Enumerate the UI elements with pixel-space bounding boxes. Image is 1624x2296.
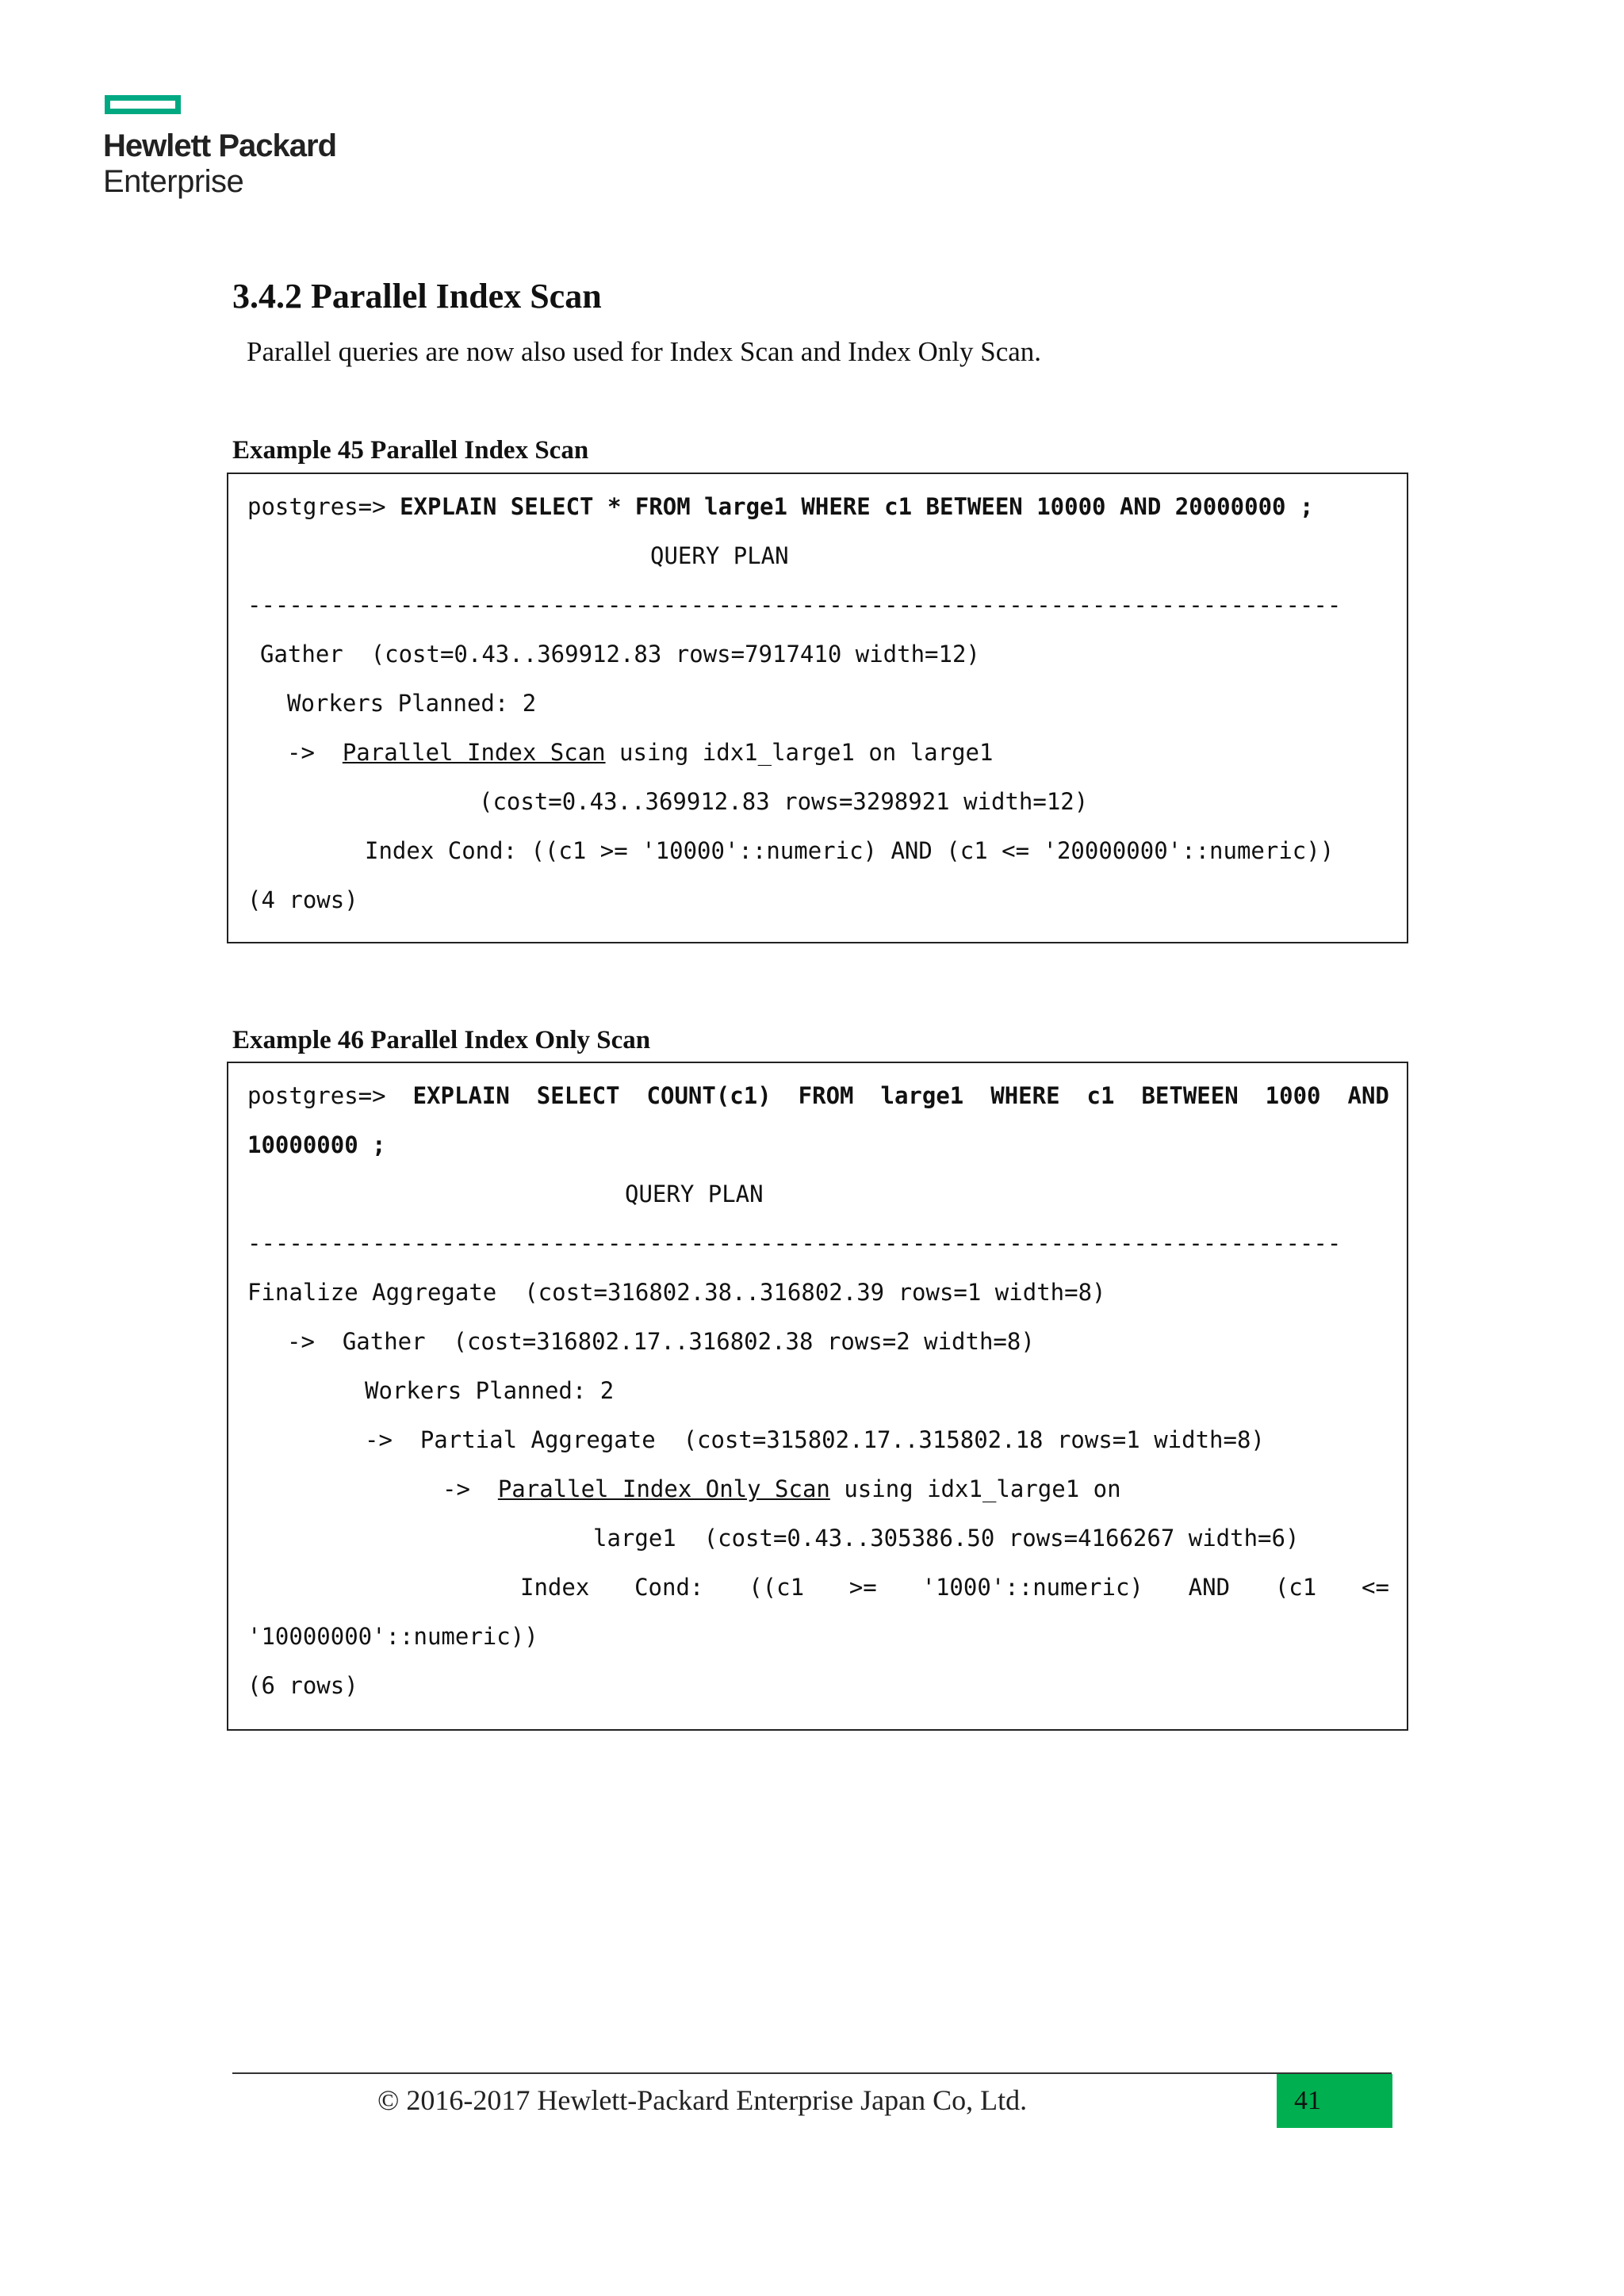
- ex46-prompt: postgres=>: [247, 1082, 386, 1109]
- logo-line-1: Hewlett Packard: [103, 128, 337, 163]
- ex45-scan-name: Parallel Index Scan: [342, 739, 606, 766]
- ex46-word-low: 1000: [1265, 1082, 1321, 1109]
- ex46-cond-word: >=: [848, 1574, 877, 1601]
- example-46-caption: Example 46 Parallel Index Only Scan: [232, 1026, 651, 1054]
- ex45-header: QUERY PLAN: [650, 542, 789, 569]
- section-title: 3.4.2 Parallel Index Scan: [232, 277, 602, 316]
- ex46-gather: -> Gather (cost=316802.17..316802.38 rows=2 width=8): [287, 1328, 1035, 1355]
- ex46-word-select: SELECT: [536, 1082, 620, 1109]
- ex46-word-from: FROM: [798, 1082, 854, 1109]
- ex46-scan-cost: large1 (cost=0.43..305386.50 rows=4166267 width=6): [593, 1525, 1300, 1552]
- ex46-scan-line: [442, 1475, 1121, 1502]
- ex45-gather: Gather (cost=0.43..369912.83 rows=7917410 width=12): [260, 641, 980, 668]
- example-45-caption: Example 45 Parallel Index Scan: [232, 436, 589, 465]
- ex46-arrow: ->: [442, 1475, 470, 1502]
- ex46-word-column: c1: [1086, 1082, 1115, 1109]
- ex46-word-and: AND: [1347, 1082, 1389, 1109]
- ex46-finalize: Finalize Aggregate (cost=316802.38..316802.39 rows=1 width=8): [247, 1279, 1106, 1306]
- footer-copyright: © 2016-2017 Hewlett-Packard Enterprise Japan Co, Ltd.: [377, 2084, 1028, 2116]
- ex45-index-cond: Index Cond: ((c1 >= '10000'::numeric) AND (c1 <= '20000000'::numeric)): [365, 837, 1335, 864]
- ex46-partial: -> Partial Aggregate (cost=315802.17..315802.18 rows=1 width=8): [365, 1426, 1265, 1453]
- example-46-code-block: [227, 1062, 1408, 1731]
- ex46-cond-word: AND: [1188, 1574, 1231, 1601]
- footer-rule: [232, 2072, 1392, 2074]
- ex46-header: QUERY PLAN: [625, 1181, 764, 1207]
- hpe-logo: [103, 128, 336, 200]
- ex45-separator: -------------------------------------------------------------------------------: [247, 591, 1342, 618]
- ex45-command: EXPLAIN SELECT * FROM large1 WHERE c1 BETWEEN 10000 AND 20000000 ;: [400, 493, 1314, 520]
- ex46-cond-word: Index: [520, 1574, 590, 1601]
- ex46-word-between: BETWEEN: [1141, 1082, 1239, 1109]
- ex46-word-where: WHERE: [990, 1082, 1060, 1109]
- ex45-arrow: ->: [287, 739, 315, 766]
- ex45-prompt: postgres=>: [247, 493, 386, 520]
- ex46-command-cont: 10000000 ;: [247, 1131, 386, 1158]
- ex46-cond-word: Cond:: [634, 1574, 704, 1601]
- ex46-cond-word: (c1: [1274, 1574, 1317, 1601]
- ex45-workers: Workers Planned: 2: [287, 690, 537, 717]
- ex46-scan-rest: using idx1_large1 on: [844, 1475, 1121, 1502]
- ex45-rows: (4 rows): [247, 886, 358, 913]
- section-intro: Parallel queries are now also used for Index Scan and Index Only Scan.: [247, 336, 1042, 367]
- ex45-scan-line: [287, 739, 993, 766]
- hpe-logo-mark: [105, 95, 181, 114]
- example-45-code-block: [227, 473, 1408, 943]
- logo-line-2: Enterprise: [103, 163, 244, 199]
- ex46-index-cond: [520, 1574, 1389, 1601]
- ex46-command-line: [247, 1082, 1389, 1109]
- page-number: 41: [1277, 2074, 1392, 2128]
- ex45-scan-cost: (cost=0.43..369912.83 rows=3298921 width=12): [479, 788, 1089, 815]
- ex46-scan-name: Parallel Index Only Scan: [497, 1475, 830, 1502]
- ex46-cond-word: <=: [1362, 1574, 1389, 1601]
- ex45-command-line: [247, 493, 1313, 520]
- ex46-separator: -------------------------------------------------------------------------------: [247, 1230, 1342, 1257]
- ex46-rows: (6 rows): [247, 1672, 358, 1699]
- ex46-word-count: COUNT(c1): [646, 1082, 772, 1109]
- ex46-cond-cont: '10000000'::numeric)): [247, 1623, 538, 1650]
- ex46-cond-word: '1000'::numeric): [921, 1574, 1143, 1601]
- ex46-cond-word: ((c1: [749, 1574, 805, 1601]
- ex46-workers: Workers Planned: 2: [365, 1377, 615, 1404]
- ex46-word-explain: EXPLAIN: [412, 1082, 510, 1109]
- ex46-word-table: large1: [880, 1082, 964, 1109]
- ex45-scan-rest: using idx1_large1 on large1: [619, 739, 994, 766]
